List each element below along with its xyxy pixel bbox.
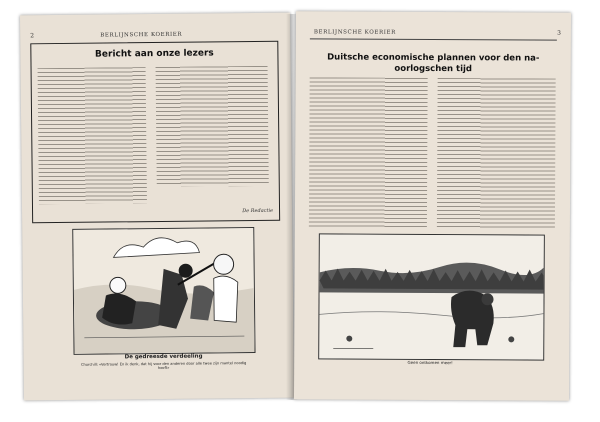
cartoon-right-caption: Geen ontkomen meer! bbox=[407, 359, 453, 366]
article-text-column-1 bbox=[309, 77, 428, 228]
signoff: De Redactie bbox=[242, 207, 274, 215]
running-head: BERLIJNSCHE KOERIER bbox=[100, 31, 183, 39]
page-number: 3 bbox=[557, 29, 561, 37]
notice-box bbox=[30, 41, 280, 224]
cartoon-left-illustration bbox=[73, 228, 254, 354]
article-text-column-2 bbox=[437, 78, 556, 229]
running-head: BERLIJNSCHE KOERIER bbox=[313, 29, 396, 36]
notice-title: Bericht aan onze lezers bbox=[94, 48, 214, 60]
page-number: 2 bbox=[30, 32, 35, 40]
right-page bbox=[294, 11, 571, 400]
header-rule bbox=[310, 38, 557, 40]
left-page bbox=[20, 13, 294, 401]
cartoon-left-caption: Churchill: «Vertrouw! En ik denk, dat hij voor den anderen door alle twee zijn mantel noodig heeft» bbox=[80, 361, 247, 371]
cartoon-right bbox=[318, 233, 545, 360]
cartoon-left-title: De gedreesde verdeeling bbox=[124, 353, 203, 361]
notice-text-column-2 bbox=[156, 66, 269, 187]
notice-text-column-1 bbox=[38, 67, 147, 204]
article-title: Duitsche economische plannen voor den na-oorlogschen tijd bbox=[327, 52, 540, 74]
cartoon-left bbox=[72, 227, 255, 355]
cartoon-right-illustration bbox=[319, 234, 544, 359]
